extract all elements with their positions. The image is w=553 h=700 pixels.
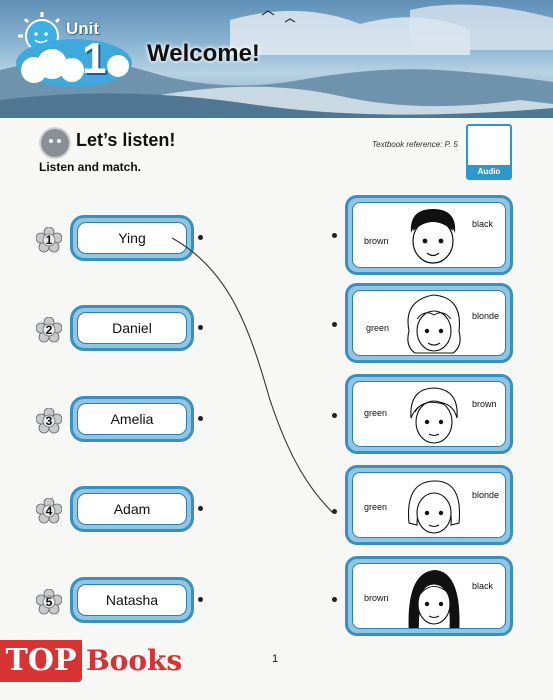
wavy-hair-face-icon — [403, 382, 465, 447]
page-number: 1 — [272, 653, 279, 665]
bob-hair-face-icon — [403, 473, 465, 538]
unit-number: 1 — [82, 34, 107, 83]
long-black-hair-face-icon — [403, 564, 465, 629]
audio-label: Audio — [468, 165, 510, 178]
picture-card — [345, 283, 513, 363]
instruction-text: Listen and match. — [39, 160, 142, 174]
logo-books-text: Books — [86, 644, 183, 677]
section-title: Let’s listen! — [76, 130, 176, 150]
match-dot[interactable] — [332, 597, 337, 602]
picture-frame — [352, 202, 506, 268]
hair-color-label: black — [472, 581, 494, 591]
unit-label: Unit — [66, 19, 100, 38]
picture-card — [345, 374, 513, 454]
logo-top-text: TOP — [0, 640, 82, 682]
picture-card — [345, 556, 513, 636]
item-number: 2 — [45, 323, 53, 337]
item-number: 5 — [45, 595, 53, 609]
eye-color-label: brown — [364, 593, 389, 603]
name-label: Daniel — [77, 312, 187, 344]
boy-face-icon — [403, 203, 463, 268]
curly-hair-face-icon — [403, 291, 465, 356]
eye-color-label: brown — [364, 236, 389, 246]
match-dot[interactable] — [332, 413, 337, 418]
name-label: Amelia — [77, 403, 187, 435]
picture-card — [345, 195, 513, 275]
eye-color-label: green — [364, 502, 388, 512]
topbooks-watermark-logo — [0, 640, 190, 682]
match-dot[interactable] — [332, 322, 337, 327]
textbook-reference: Textbook reference: P. 5 — [372, 140, 458, 149]
name-label: Ying — [77, 222, 187, 254]
eye-color-label: green — [364, 408, 388, 418]
match-dot[interactable] — [332, 233, 337, 238]
item-number: 1 — [45, 233, 53, 247]
hair-color-label: blonde — [472, 490, 500, 500]
item-number: 3 — [45, 414, 53, 428]
item-number: 4 — [45, 504, 53, 518]
hair-color-label: black — [472, 219, 494, 229]
eye-color-label: green — [366, 323, 390, 333]
hair-color-label: brown — [472, 399, 497, 409]
page-title: Welcome! — [147, 40, 260, 67]
hair-color-label: blonde — [472, 311, 500, 321]
picture-card — [345, 465, 513, 545]
name-label: Natasha — [77, 584, 187, 616]
name-label: Adam — [77, 493, 187, 525]
match-dot[interactable] — [332, 509, 337, 514]
